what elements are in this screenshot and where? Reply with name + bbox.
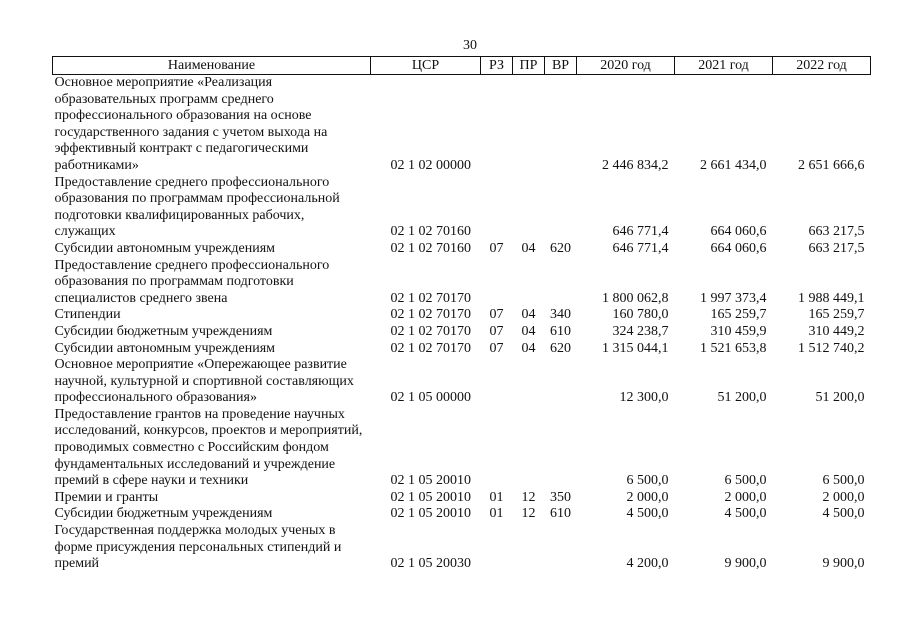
header-csr: ЦСР [371,57,481,75]
table-row [53,241,871,258]
table-row [53,341,871,358]
row-pr-cell: 04 [521,340,536,356]
row-csr-cell: 02 1 02 70160 [390,224,471,240]
row-csr-cell: 02 1 02 70170 [390,307,471,323]
row-2021-value: 310 459,9 [710,323,767,339]
row-pr-cell: 04 [521,307,536,323]
row-2022-value: 51 200,0 [815,390,865,406]
row-rz-cell: 07 [489,240,504,256]
row-csr-cell: 02 1 05 20010 [390,506,471,522]
row-name-cell: Премии и гранты [54,489,159,505]
row-2020-value: 646 771,4 [612,240,669,256]
row-vr-cell [545,523,577,573]
table-row [53,175,871,241]
row-2020-value: 4 500,0 [626,506,669,522]
row-2020-value: 1 800 062,8 [602,290,669,306]
row-name-cell: Стипендии [54,307,121,323]
row-vr-cell [545,75,577,175]
row-rz-cell: 07 [489,340,504,356]
row-vr-cell [545,357,577,407]
row-pr-cell [513,407,545,490]
table-row [53,407,871,490]
row-csr-cell: 02 1 02 70170 [390,323,471,339]
budget-table [52,56,871,573]
row-pr-cell: 04 [521,323,536,339]
row-2021-value: 1 997 373,4 [700,290,767,306]
row-name-cell: Субсидии автономным учреждениям [54,240,276,256]
row-2020-value: 4 200,0 [626,556,669,572]
row-pr-cell [513,75,545,175]
table-row [53,523,871,573]
row-vr-cell: 620 [550,240,571,256]
row-vr-cell: 350 [550,489,571,505]
row-name-cell: Субсидии бюджетным учреждениям [54,506,273,522]
header-rz: РЗ [481,57,513,75]
row-vr-cell: 610 [550,506,571,522]
row-csr-cell: 02 1 05 20030 [390,556,471,572]
row-name-cell: Субсидии автономным учреждениям [54,340,276,356]
header-vr: ВР [545,57,577,75]
row-2021-value: 2 000,0 [724,489,767,505]
row-2021-value: 1 521 653,8 [700,340,767,356]
row-2022-value: 4 500,0 [822,506,865,522]
row-2021-value: 2 661 434,0 [700,157,767,173]
row-2022-value: 663 217,5 [808,224,865,240]
row-2022-value: 2 651 666,6 [798,157,865,173]
row-2022-value: 1 988 449,1 [798,290,865,306]
row-rz-cell [481,175,513,241]
row-rz-cell [481,258,513,308]
row-2020-value: 6 500,0 [626,473,669,489]
row-rz-cell: 01 [489,506,504,522]
row-2020-value: 1 315 044,1 [602,340,669,356]
table-row [53,307,871,324]
row-2022-value: 165 259,7 [808,307,865,323]
row-pr-cell: 12 [521,506,536,522]
row-pr-cell [513,523,545,573]
row-vr-cell [545,407,577,490]
row-rz-cell: 01 [489,489,504,505]
row-2020-value: 646 771,4 [612,224,669,240]
table-row [53,324,871,341]
row-csr-cell: 02 1 05 00000 [390,390,471,406]
header-2021: 2021 год [675,57,773,75]
row-2020-value: 2 446 834,2 [602,157,669,173]
table-row [53,506,871,523]
row-vr-cell: 620 [550,340,571,356]
row-pr-cell [513,357,545,407]
row-2020-value: 12 300,0 [619,390,669,406]
row-name-cell: Предоставление среднего профессионального образования по программам подготовки специалистов среднего звена [54,257,330,306]
row-2022-value: 2 000,0 [822,489,865,505]
row-2021-value: 165 259,7 [710,307,767,323]
row-rz-cell [481,357,513,407]
header-2020: 2020 год [577,57,675,75]
row-2020-value: 324 238,7 [612,323,669,339]
row-vr-cell: 610 [550,323,571,339]
header-name: Наименование [53,57,371,75]
row-2020-value: 160 780,0 [612,307,669,323]
row-pr-cell [513,258,545,308]
row-name-cell: Основное мероприятие «Опережающее развитие научной, культурной и спортивной составляющих профессионального образования» [54,357,354,406]
row-pr-cell: 12 [521,489,536,505]
page-number: 30 [463,38,477,53]
row-2021-value: 6 500,0 [724,473,767,489]
row-csr-cell: 02 1 02 00000 [390,157,471,173]
row-2021-value: 664 060,6 [710,240,767,256]
row-name-cell: Субсидии бюджетным учреждениям [54,323,273,339]
row-rz-cell [481,75,513,175]
row-2022-value: 1 512 740,2 [798,340,865,356]
row-vr-cell: 340 [550,307,571,323]
row-name-cell: Основное мероприятие «Реализация образовательных программ среднего профессионального образования на основе государственного задания с учетом выхода на эффективный контракт с педагогическими работниками» [54,75,328,173]
row-csr-cell: 02 1 02 70170 [390,340,471,356]
table-row [53,357,871,407]
row-csr-cell: 02 1 05 20010 [390,489,471,505]
header-pr: ПР [513,57,545,75]
table-row [53,75,871,175]
table-header-row [53,57,871,75]
row-pr-cell: 04 [521,240,536,256]
row-2021-value: 51 200,0 [717,390,767,406]
row-rz-cell: 07 [489,307,504,323]
row-2022-value: 310 449,2 [808,323,865,339]
row-2020-value: 2 000,0 [626,489,669,505]
row-vr-cell [545,175,577,241]
row-csr-cell: 02 1 02 70160 [390,240,471,256]
row-rz-cell [481,523,513,573]
table-row [53,258,871,308]
row-2022-value: 6 500,0 [822,473,865,489]
row-name-cell: Предоставление среднего профессионального образования по программам профессиональной подготовки квалифицированных рабочих, служащих [54,174,340,240]
row-rz-cell [481,407,513,490]
row-pr-cell [513,175,545,241]
row-2022-value: 9 900,0 [822,556,865,572]
row-2021-value: 9 900,0 [724,556,767,572]
row-csr-cell: 02 1 02 70170 [390,290,471,306]
header-2022: 2022 год [773,57,871,75]
row-2021-value: 4 500,0 [724,506,767,522]
row-rz-cell: 07 [489,323,504,339]
row-vr-cell [545,258,577,308]
row-csr-cell: 02 1 05 20010 [390,473,471,489]
row-2021-value: 664 060,6 [710,224,767,240]
row-name-cell: Предоставление грантов на проведение научных исследований, конкурсов, проектов и мероприятий, проводимых совместно с Российским фондом фундаментальных исследований и учреждение премий в сфере науки и техники [54,406,363,489]
table-row [53,490,871,507]
row-2022-value: 663 217,5 [808,240,865,256]
row-name-cell: Государственная поддержка молодых ученых в форме присуждения персональных стипендий и премий [54,523,342,572]
table-body [53,75,871,573]
